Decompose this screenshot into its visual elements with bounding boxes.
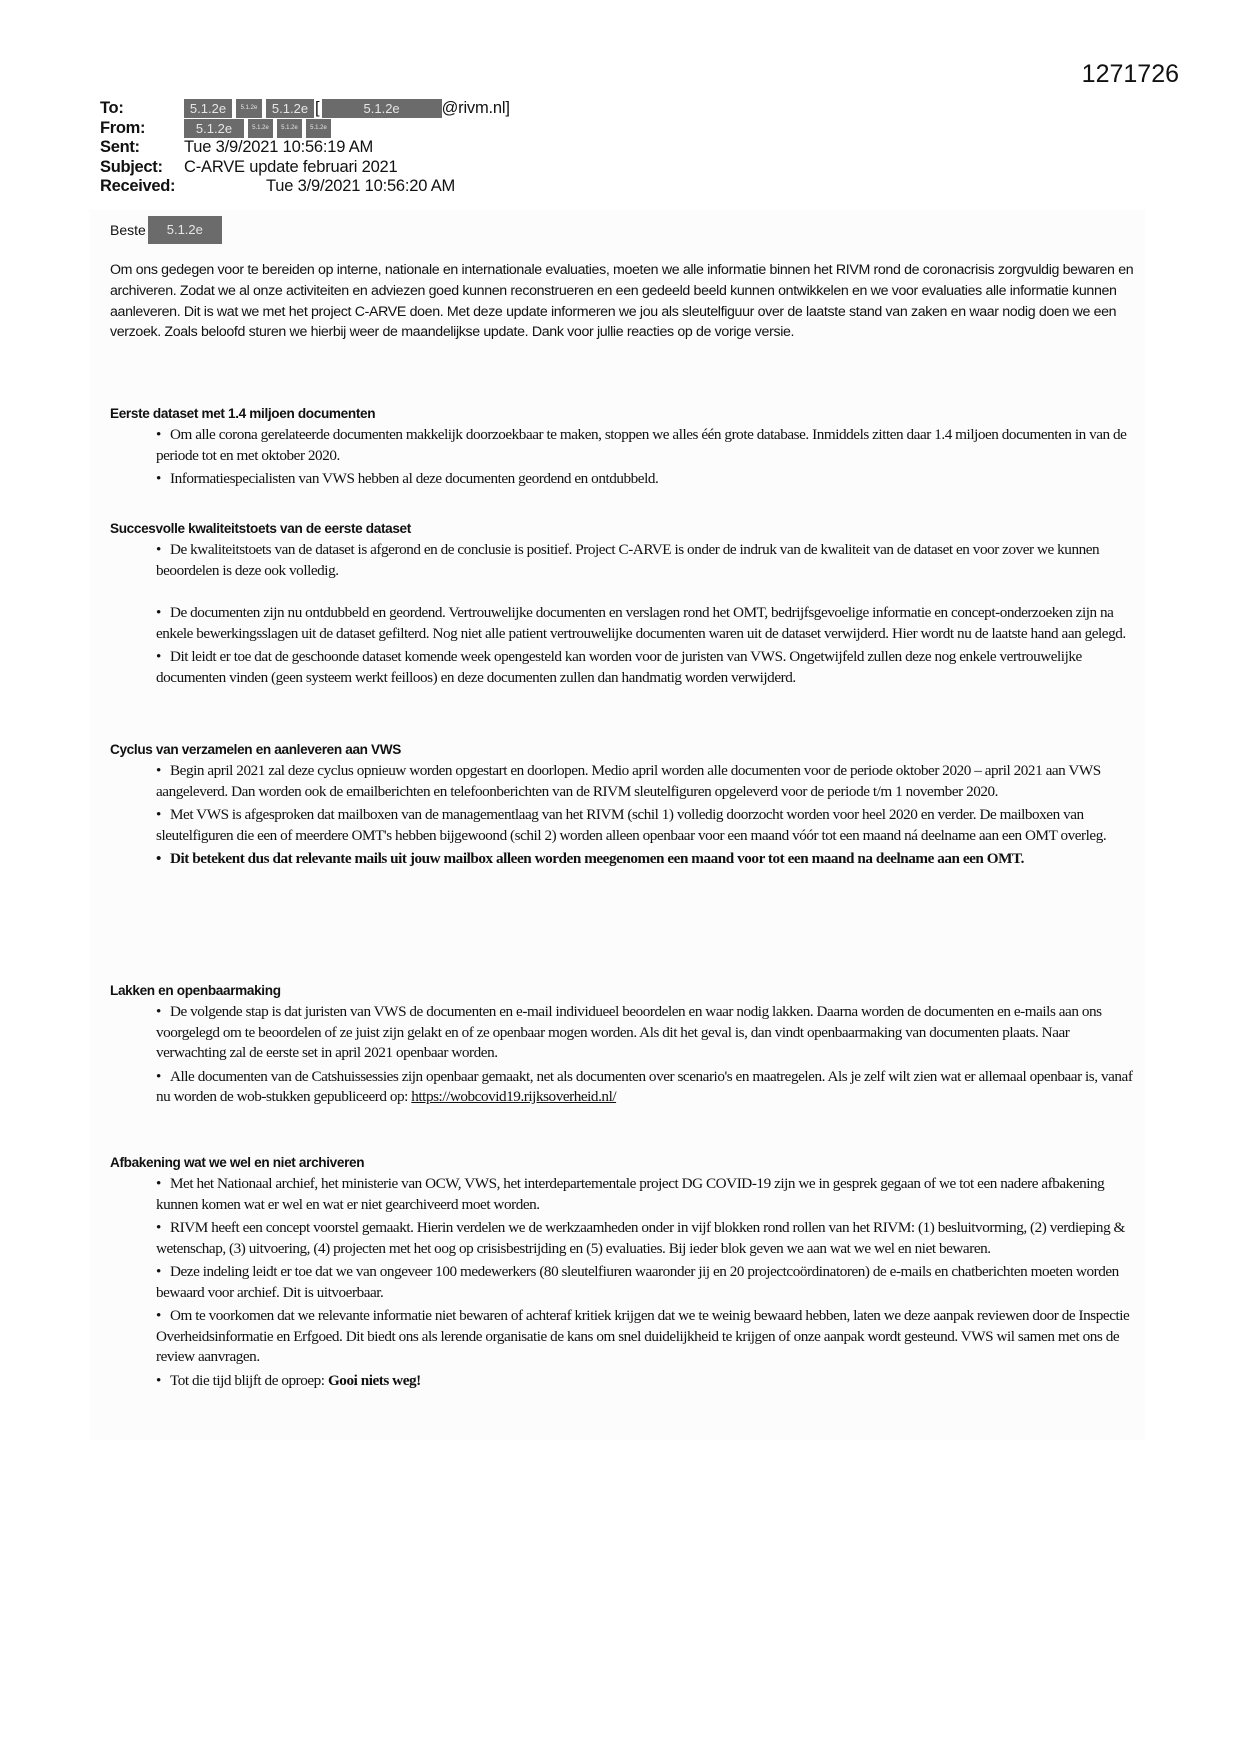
wob-link[interactable]: https://wobcovid19.rijksoverheid.nl/ <box>411 1088 617 1105</box>
received-label: Received: <box>100 177 176 195</box>
list-item-emphasis: • Dit betekent dus dat relevante mails uit jouw mailbox alleen worden meegenomen een maand voor tot een maand na deelname aan een OMT. <box>156 850 1024 867</box>
list-item: • Dit leidt er toe dat de geschoonde dataset komende week opengesteld kan worden voor de juristen van VWS. Ongetwijfeld zullen deze nog enkele vertrouwelijke documenten vinden (geen systeem werkt feilloos) en deze documenten zullen dan handmatig worden verwijderd. <box>156 648 1082 686</box>
subject-value: C-ARVE update februari 2021 <box>184 157 398 176</box>
list-item: • Tot die tijd blijft de oproep: Gooi niets weg! <box>156 1371 421 1389</box>
list-item: • Alle documenten van de Catshuissessies zijn openbaar gemaakt, net als documenten over scenario's en maatregelen. Als je zelf wilt zien wat er allemaal openbaar is, vanaf nu worden de wob-stukken gepubliceerd op: https://wobcovid19.rijksoverheid.nl/ <box>156 1067 1133 1105</box>
from-label: From: <box>100 118 146 137</box>
section-redaction-publication <box>110 983 1140 1111</box>
section-title: Eerste dataset met 1.4 miljoen documenten <box>110 406 376 421</box>
closing-call: Gooi niets weg! <box>327 1371 421 1389</box>
section-first-dataset <box>110 406 1140 493</box>
sent-label: Sent: <box>100 138 140 156</box>
redaction-box: 5.1.2e <box>277 119 302 138</box>
received-value: Tue 3/9/2021 10:56:20 AM <box>266 177 456 195</box>
salutation <box>110 216 226 244</box>
list-item: • Deze indeling leidt er toe dat we van ongeveer 100 medewerkers (80 sleutelfiuren waaronder jij en 20 projectcoördinatoren) de e-mails en chatberichten moeten worden bewaard voor archief. Dit is uitvoerbaar. <box>156 1263 1119 1301</box>
list-item: • Met VWS is afgesproken dat mailboxen van de managementlaag van het RIVM (schil 1) volledig doorzocht worden voor heel 2020 en verder. De mailboxen van sleutelfiguren die een of meerdere OMT's hebben bijgewoond (schil 2) worden alleen openbaar voor een maand vóór tot een maand ná deelname aan een OMT overleg. <box>156 806 1107 844</box>
redaction-box: 5.1.2e <box>184 119 244 138</box>
document-id: 1271726 <box>1081 60 1179 88</box>
sent-value: Tue 3/9/2021 10:56:19 AM <box>184 138 374 156</box>
section-title: Cyclus van verzamelen en aanleveren aan VWS <box>110 742 401 757</box>
intro-paragraph: Om ons gedegen voor te bereiden op interne, nationale en internationale evaluaties, moeten we alle informatie binnen het RIVM rond de coronacrisis zorgvuldig bewaren en archiveren. Zodat we al onze activiteiten en adviezen goed kunnen reconstrueren en een gedeeld beeld kunnen ontwikkelen en we voor evaluaties alle informatie kunnen aanleveren. Dit is wat we met het project C-ARVE doen. Met deze update informeren we jou als sleutelfiguur over de laatste stand van zaken en waar nodig doen we een verzoek. Zoals beloofd sturen we hierbij weer de maandelijkse update. Dank voor jullie reacties op de vorige versie. <box>110 262 1134 341</box>
received-row <box>100 177 510 197</box>
redaction-box: 5.1.2e <box>236 99 262 118</box>
list-item: • Om te voorkomen dat we relevante informatie niet bewaren of achteraf kritiek krijgen dat we te weinig bewaard hebben, laten we deze aanpak reviewen door de Inspectie Overheidsinformatie en Erfgoed. Dit biedt ons als lerende organisatie de kans om snel duidelijkheid te krijgen of onze aanpak wordt gesteund. VWS wil samen met ons de review aanvragen. <box>156 1307 1130 1365</box>
section-archive-scope <box>110 1155 1140 1394</box>
section-title: Afbakening wat we wel en niet archiveren <box>110 1155 365 1170</box>
section-cycle <box>110 742 1140 873</box>
to-bracket: [ <box>315 99 320 117</box>
section-title: Lakken en openbaarmaking <box>110 983 281 998</box>
list-item: • Om alle corona gerelateerde documenten makkelijk doorzoekbaar te maken, stoppen we alles één grote database. Inmiddels zitten daar 1.4 miljoen documenten in van de periode tot en met oktober 2020. <box>156 426 1127 464</box>
list-item: • De kwaliteitstoets van de dataset is afgerond en de conclusie is positief. Project C-ARVE is onder de indruk van de kwaliteit van de dataset en voor zover we kunnen beoordelen is deze ook volledig. <box>156 541 1100 579</box>
redaction-box: 5.1.2e <box>266 99 314 118</box>
subject-label: Subject: <box>100 157 163 176</box>
from-row <box>100 119 510 139</box>
section-quality-check <box>110 521 1140 691</box>
list-item: • De volgende stap is dat juristen van VWS de documenten en e-mail individueel beoordelen en waar nodig lakken. Daarna worden de documenten en e-mails aan ons voorgelegd om te beoordelen of ze juist zijn gelakt en of ze openbaar mogen worden. Als dit het geval is, dan vindt openbaarmaking van documenten plaats. Naar verwachting zal de eerste set in april 2021 openbaar worden. <box>156 1003 1102 1061</box>
redaction-box: 5.1.2e <box>248 119 273 138</box>
to-label: To: <box>100 99 124 117</box>
redaction-box: 5.1.2e <box>306 119 331 138</box>
sent-row <box>100 138 510 158</box>
redaction-box: 5.1.2e <box>184 99 232 118</box>
list-item: • Met het Nationaal archief, het ministerie van OCW, VWS, het interdepartementale project DG COVID-19 zijn we in gesprek gegaan of we tot een nadere afbakening kunnen komen wat er wel en wat er niet gearchiveerd moet worden. <box>156 1175 1105 1213</box>
redaction-box: 5.1.2e <box>148 216 222 244</box>
redaction-box: 5.1.2e <box>322 99 442 118</box>
subject-row <box>100 158 510 178</box>
list-item: • Informatiespecialisten van VWS hebben al deze documenten geordend en ontdubbeld. <box>156 470 659 487</box>
salutation-text: Beste <box>110 222 146 238</box>
list-item: • Begin april 2021 zal deze cyclus opnieuw worden opgestart en doorlopen. Medio april worden alle documenten voor de periode oktober 2020 – april 2021 aan VWS aangeleverd. Dan worden ook de emailberichten en telefoonberichten van de RIVM sleutelfiguren opgeleverd voor de periode t/m 1 november 2020. <box>156 762 1101 800</box>
section-title: Succesvolle kwaliteitstoets van de eerste dataset <box>110 521 411 536</box>
list-item: • De documenten zijn nu ontdubbeld en geordend. Vertrouwelijke documenten en verslagen rond het OMT, bedrijfsgevoelige informatie en concept-onderzoeken zijn na enkele bewerkingsslagen uit de dataset gefilterd. Nog niet alle patient vertrouwelijke documenten waren uit de dataset verwijderd. Hier wordt nu de laatste hand aan gelegd. <box>156 604 1126 642</box>
email-header <box>100 99 510 197</box>
list-item: • RIVM heeft een concept voorstel gemaakt. Hierin verdelen we de werkzaamheden onder in vijf blokken rond rollen van het RIVM: (1) besluitvorming, (2) verdieping & wetenschap, (3) uitvoering, (4) projecten met het oog op crisisbestrijding en (5) evaluaties. Bij ieder blok geven we aan wat we wel en niet bewaren. <box>156 1219 1125 1257</box>
to-row <box>100 99 510 119</box>
to-domain: @rivm.nl] <box>441 99 510 117</box>
